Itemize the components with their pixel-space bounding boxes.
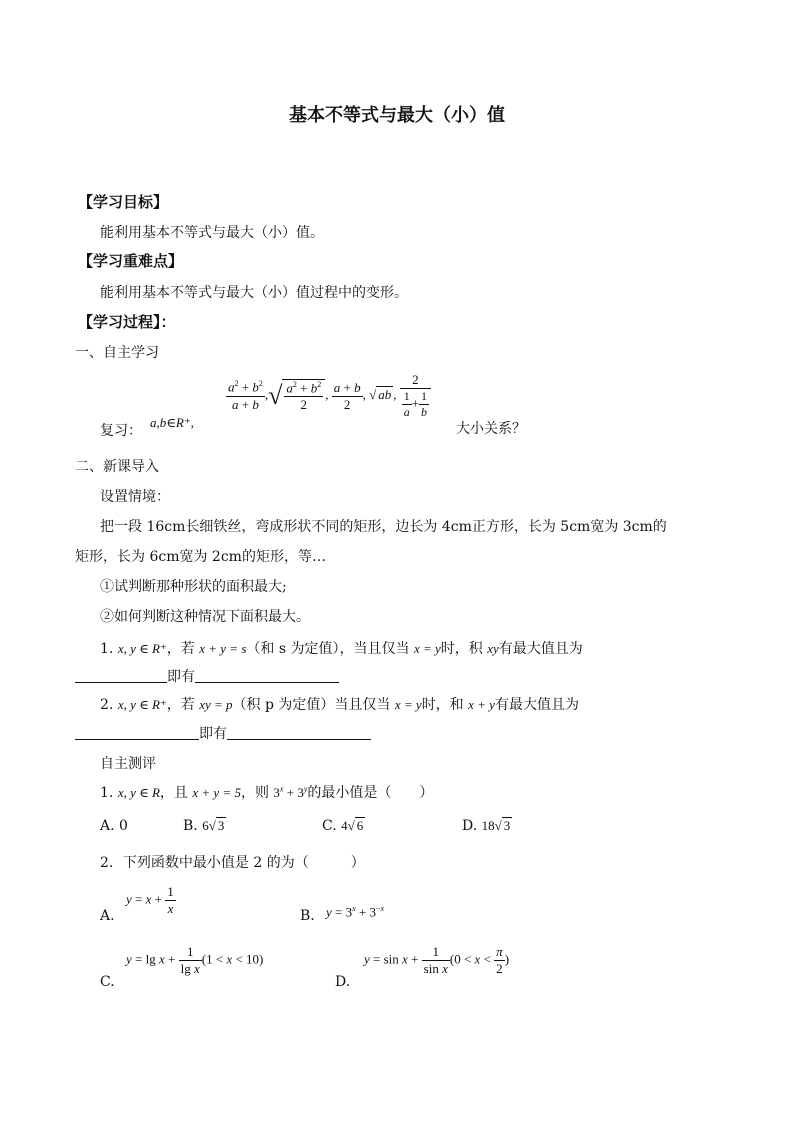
question-1: ①试判断那种形状的面积最大; — [100, 579, 287, 595]
review-condition: a,b∈R⁺, — [150, 415, 194, 430]
option-d-label[interactable]: D. — [335, 974, 351, 990]
option-a[interactable]: A. 0 — [100, 818, 128, 834]
option-c-label[interactable]: C. — [100, 974, 115, 990]
test-2-question: 2．下列函数中最小值是 2 的为（ ） — [100, 855, 365, 871]
key-text: 能利用基本不等式与最大（小）值过程中的变形。 — [100, 285, 408, 301]
goal-text: 能利用基本不等式与最大（小）值。 — [100, 225, 324, 241]
paragraph-line-2: 矩形，长为 6cm宽为 2cm的矩形，等… — [75, 549, 326, 565]
option-a-formula: y = x + $\frac{1}{x}$ — [126, 884, 174, 916]
review-suffix: 大小关系？ — [456, 421, 526, 437]
question-2: ②如何判断这种情况下面积最大。 — [100, 609, 310, 625]
key-heading: 【学习重难点】 — [78, 252, 184, 270]
option-d-formula: y = sin x + $\frac{1}{\text{sin x}}$ (0 < x < $\frac{\pi}{2}$ ) — [364, 944, 510, 976]
option-a-label[interactable]: A. — [100, 908, 115, 924]
paragraph-line-1: 把一段 16cm长细铁丝，弯成形状不同的矩形，边长为 4cm正方形，长为 5cm宽为 3cm的 — [100, 519, 667, 535]
option-c[interactable]: C. 4√ 6 — [322, 818, 364, 834]
goal-heading: 【学习目标】 — [78, 193, 169, 211]
page-title: 基本不等式与最大（小）值 — [289, 105, 505, 126]
answer-blank[interactable] — [227, 725, 371, 740]
item-2: 2. x, y ∈ R⁺，若 xy = p（积 p 为定值）当且仅当 x = y时，和 x + y有最大值且为 — [100, 697, 579, 713]
process-heading: 【学习过程】： — [78, 313, 176, 331]
new-lesson-heading: 二、新课导入 — [75, 459, 159, 475]
review-prefix: 复习： — [100, 423, 142, 439]
test-1-question: 1. x, y ∈ R，且 x + y = 5，则 $3^x + 3^y$的最小值是（ ） — [100, 784, 434, 801]
review-formula: $\frac{a^2 + b^2}{a + b}$ ,√ $\frac{a^2 + b^2}{2}$ , $\frac{a + b}{2}$ , √ ab , 2 $\frac{1}{a}$ + $\frac{1}{b}$ — [226, 372, 431, 420]
item-2-blanks: 即有 — [75, 723, 371, 743]
option-d[interactable]: D. 18√ 3 — [462, 818, 511, 834]
answer-blank[interactable] — [75, 668, 167, 683]
setting-label: 设置情境： — [100, 489, 170, 505]
self-test-heading: 自主测评 — [100, 756, 156, 772]
item-1-blanks: 即有 — [75, 666, 339, 686]
item-1: 1. x, y ∈ R⁺，若 x + y = s（和 s 为定值），当且仅当 x = y时，积 xy有最大值且为 — [100, 641, 583, 657]
answer-blank[interactable] — [75, 725, 199, 740]
option-b-formula: $y = 3^x + 3^{-x}$ — [326, 904, 385, 920]
option-b[interactable]: B. 6√ 3 — [183, 818, 225, 834]
self-study-heading: 一、自主学习 — [75, 345, 159, 361]
option-c-formula: y = lg x + $\frac{1}{\text{lg x}}$ (1 < x < 10) — [126, 944, 264, 976]
option-b-label[interactable]: B. — [300, 908, 315, 924]
answer-blank[interactable] — [195, 668, 339, 683]
